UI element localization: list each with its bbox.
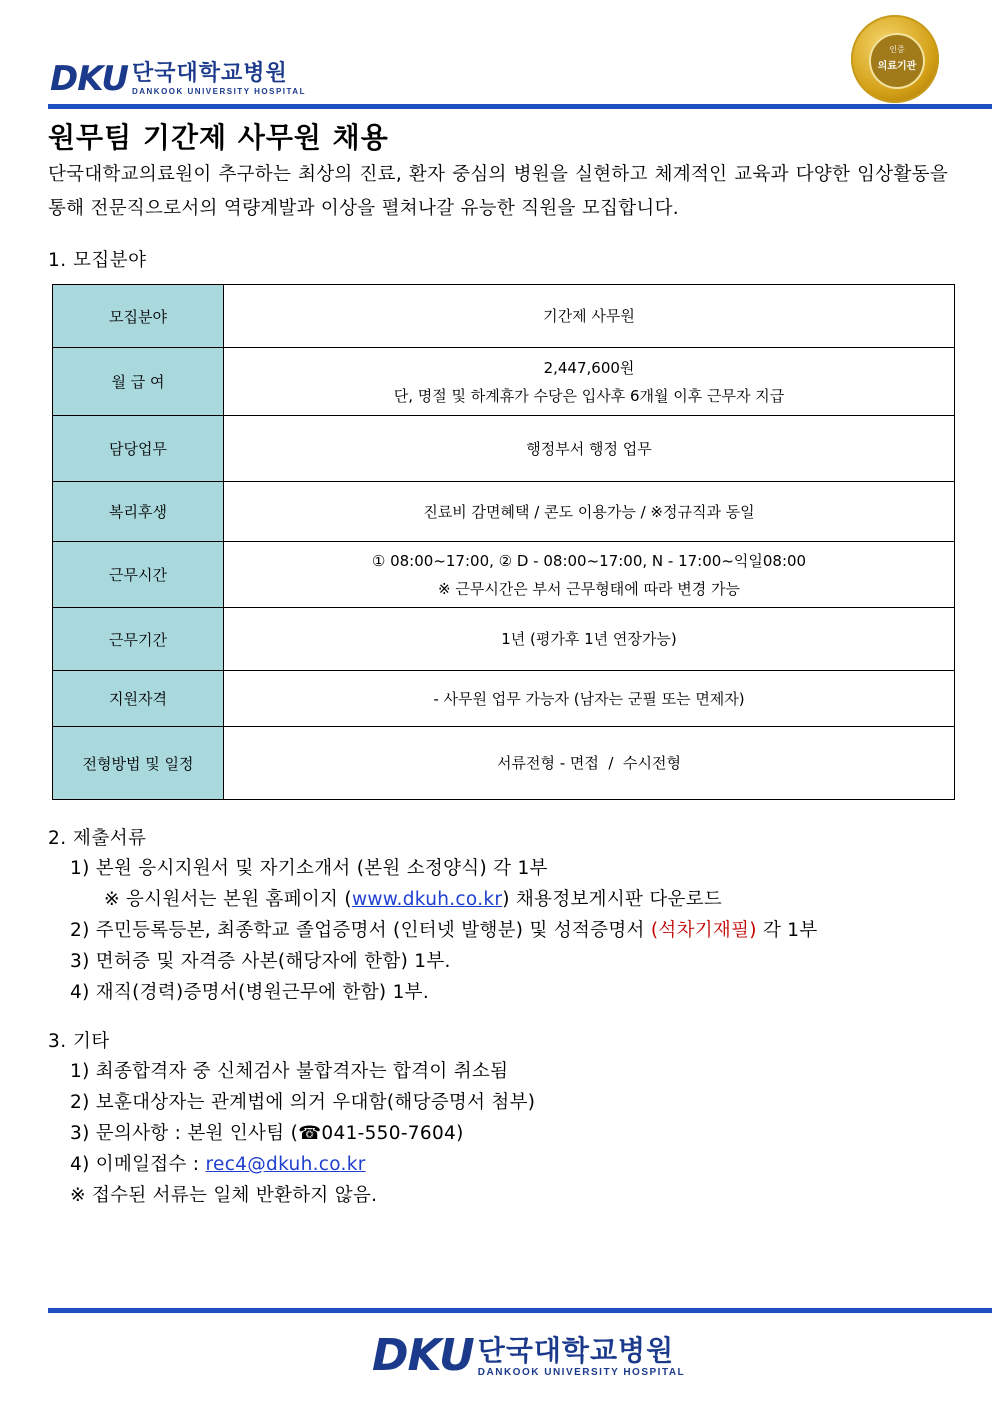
- table-row: [53, 416, 955, 482]
- email-link[interactable]: rec4@dkuh.co.kr: [205, 1154, 366, 1175]
- header-logo: [50, 59, 306, 99]
- seal-line2: 의료기관: [877, 61, 917, 72]
- list-item: 1) 최종합격자 중 신체검사 불합격자는 합격이 취소됨: [70, 1061, 509, 1082]
- table-row: [53, 482, 955, 542]
- logo-korean-name: 단국대학교병원: [131, 61, 288, 86]
- row-label: 근무기간: [53, 608, 224, 671]
- intro-paragraph: 단국대학교의료원이 추구하는 최상의 진료, 환자 중심의 병원을 실현하고 체계적인 교육과 다양한 임상활동을 통해 전문직으로서의 역량계발과 이상을 펼쳐나갈 유능한 직원을 모집합니다.: [48, 164, 948, 219]
- footer-logo: [372, 1330, 686, 1381]
- row-label: 월 급 여: [53, 348, 224, 416]
- row-label: 지원자격: [53, 671, 224, 727]
- row-label: 전형방법 및 일정: [53, 727, 224, 800]
- row-label: 복리후생: [53, 482, 224, 542]
- section3-heading: 3. 기타: [48, 1031, 110, 1052]
- row-label: 담당업무: [53, 416, 224, 482]
- row-label: 모집분야: [53, 285, 224, 348]
- list-item: 2) 보훈대상자는 관계법에 의거 우대함(해당증명서 첨부): [70, 1092, 536, 1113]
- row-value: 기간제 사무원: [224, 285, 955, 348]
- recruit-table: [52, 284, 955, 800]
- footer-logo-korean-name: 단국대학교병원: [477, 1334, 675, 1367]
- table-row: [53, 608, 955, 671]
- table-row: [53, 348, 955, 416]
- section1-heading: 1. 모집분야: [48, 250, 147, 271]
- list-item: 3) 면허증 및 자격증 사본(해당자에 한함) 1부.: [70, 951, 451, 972]
- row-label: 근무시간: [53, 542, 224, 608]
- header-divider: [48, 104, 992, 109]
- footer-logo-mark: DKU: [372, 1330, 474, 1381]
- list-item: 2) 주민등록등본, 최종학교 졸업증명서 (인터넷 발행분) 및 성적증명서 (석차기재필) 각 1부: [70, 920, 818, 941]
- logo-mark: DKU: [50, 59, 128, 99]
- list-item: 4) 이메일접수 : rec4@dkuh.co.kr: [70, 1154, 366, 1175]
- list-item: 4) 재직(경력)증명서(병원근무에 한함) 1부.: [70, 982, 430, 1003]
- table-row: [53, 285, 955, 348]
- section2-heading: 2. 제출서류: [48, 828, 147, 849]
- logo-english-name: DANKOOK UNIVERSITY HOSPITAL: [131, 87, 306, 96]
- row-value: - 사무원 업무 가능자 (남자는 군필 또는 면제자): [224, 671, 955, 727]
- list-item: ※ 응시원서는 본원 홈페이지 (www.dkuh.co.kr) 채용정보게시판 다운로드: [104, 889, 723, 910]
- row-value: 행정부서 행정 업무: [224, 416, 955, 482]
- row-value: 진료비 감면혜택 / 콘도 이용가능 / ※정규직과 동일: [224, 482, 955, 542]
- list-item: 1) 본원 응시지원서 및 자기소개서 (본원 소정양식) 각 1부: [70, 858, 548, 879]
- list-item: 3) 문의사항 : 본원 인사팀 (☎041-550-7604): [70, 1123, 464, 1144]
- row-value: 서류전형 - 면접 / 수시전형: [224, 727, 955, 800]
- footer-logo-english-name: DANKOOK UNIVERSITY HOSPITAL: [477, 1367, 686, 1378]
- table-row: [53, 542, 955, 608]
- row-value: 1년 (평가후 1년 연장가능): [224, 608, 955, 671]
- table-row: [53, 671, 955, 727]
- row-value: ① 08:00~17:00, ② D - 08:00~17:00, N - 17:00~익일08:00 ※ 근무시간은 부서 근무형태에 따라 변경 가능: [224, 542, 955, 608]
- list-item: ※ 접수된 서류는 일체 반환하지 않음.: [70, 1185, 378, 1206]
- page-title: 원무팀 기간제 사무원 채용: [48, 121, 389, 154]
- seal-line1: 인증: [889, 45, 905, 54]
- highlight-red-text: (석차기재필): [650, 920, 757, 941]
- accreditation-seal: [851, 15, 939, 103]
- homepage-link[interactable]: www.dkuh.co.kr: [351, 889, 503, 910]
- table-row: [53, 727, 955, 800]
- section3-list: [70, 1056, 950, 1211]
- section2-list: [70, 853, 950, 1008]
- footer-divider: [48, 1308, 992, 1313]
- row-value: 2,447,600원 단, 명절 및 하계휴가 수당은 입사후 6개월 이후 근무자 지급: [224, 348, 955, 416]
